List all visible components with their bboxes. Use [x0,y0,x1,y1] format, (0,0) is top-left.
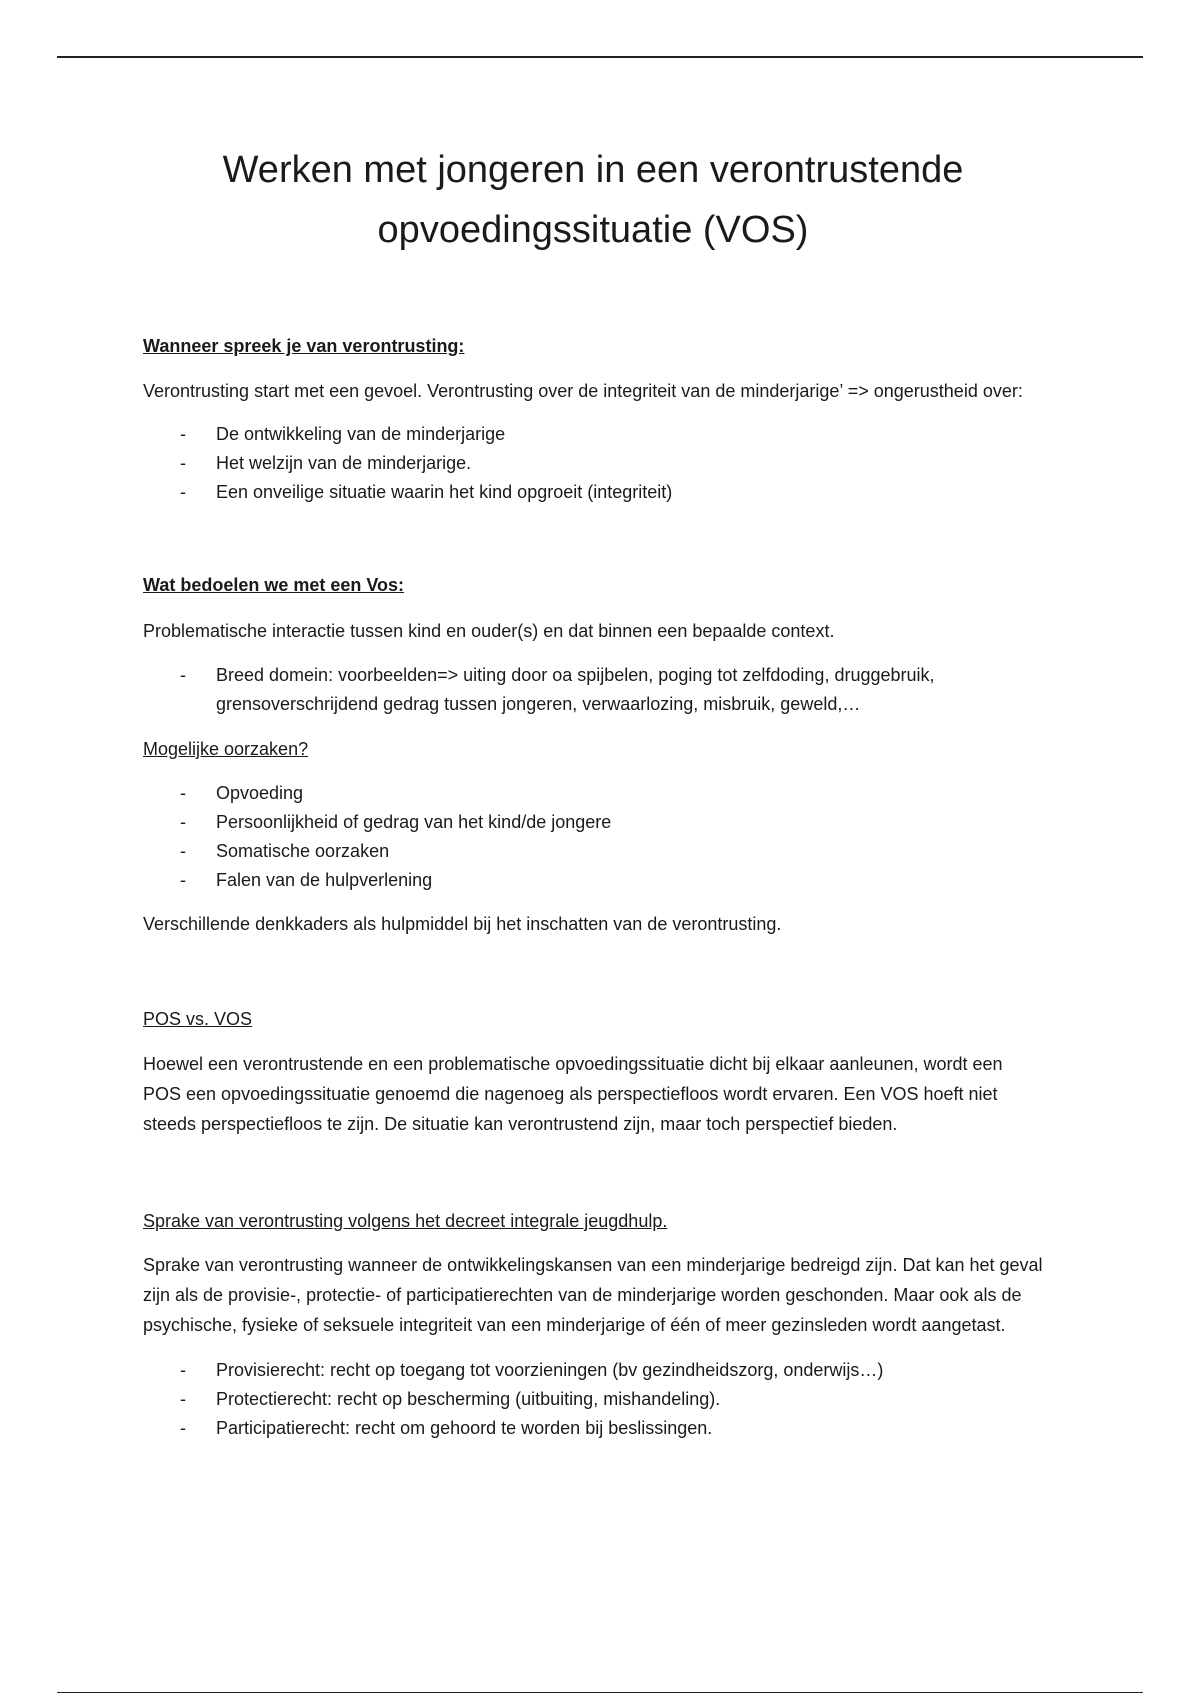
section-paragraph: Problematische interactie tussen kind en ouder(s) en dat binnen een bepaalde context. [143,621,835,641]
list-item: - Protectierecht: recht op bescherming (uitbuiting, mishandeling). [143,1385,1043,1414]
rights-list [143,1356,1043,1443]
list-item: - De ontwikkeling van de minderjarige [143,420,1043,449]
list-item: - Falen van de hulpverlening [143,866,1043,895]
section-paragraph: Hoewel een verontrustende en een problematische opvoedingssituatie dicht bij elkaar aanleunen, wordt een POS een opvoedingssituatie genoemd die nagenoeg als perspectiefloos wordt ervaren. Een VOS hoeft niet steeds perspectiefloos te zijn. De situatie kan verontrustend zijn, maar toch perspectief bieden. [143,1054,1003,1134]
section-paragraph: Verschillende denkkaders als hulpmiddel bij het inschatten van de verontrusting. [143,914,782,934]
list-item: - Participatierecht: recht om gehoord te worden bij beslissingen. [143,1414,1043,1443]
section-paragraph: Verontrusting start met een gevoel. Verontrusting over de integriteit van de minderjarige’ => ongerustheid over: [143,381,1023,401]
bullet-list [143,420,1043,507]
document-body [143,140,1043,1443]
bullet-list [143,661,1043,719]
title-line-1: Werken met jongeren in een verontrustende [222,149,964,191]
sub-heading-oorzaken: Mogelijke oorzaken? [143,739,309,759]
top-rule [57,56,1143,58]
section-heading-verontrusting: Wanneer spreek je van verontrusting: [143,336,465,356]
list-item: - Een onveilige situatie waarin het kind opgroeit (integriteit) [143,478,1043,507]
list-item: - Breed domein: voorbeelden=> uiting door oa spijbelen, poging tot zelfdoding, druggebruik, grensoverschrijdend gedrag tussen jongeren, verwaarlozing, misbruik, geweld,… [143,661,1043,719]
causes-list [143,779,1043,895]
bottom-rule [57,1692,1143,1693]
section-heading-vos: Wat bedoelen we met een Vos: [143,575,405,595]
document-title [140,140,1046,260]
section-paragraph: Sprake van verontrusting wanneer de ontwikkelingskansen van een minderjarige bedreigd zijn. Dat kan het geval zijn als de provisie-, protectie- of participatierechten van de minderjarige worden geschonden. Maar ook als de psychische, fysieke of seksuele integriteit van een minderjarige of één of meer gezinsleden wordt aangetast. [143,1255,1043,1335]
list-item: - Opvoeding [143,779,1043,808]
list-item: - Het welzijn van de minderjarige. [143,449,1043,478]
list-item: - Persoonlijkheid of gedrag van het kind/de jongere [143,808,1043,837]
title-line-2: opvoedingssituatie (VOS) [377,209,809,251]
section-heading-decreet: Sprake van verontrusting volgens het decreet integrale jeugdhulp. [143,1211,668,1231]
section-heading-pos-vs-vos: POS vs. VOS [143,1009,253,1029]
list-item: - Somatische oorzaken [143,837,1043,866]
list-item: - Provisierecht: recht op toegang tot voorzieningen (bv gezindheidszorg, onderwijs…) [143,1356,1043,1385]
